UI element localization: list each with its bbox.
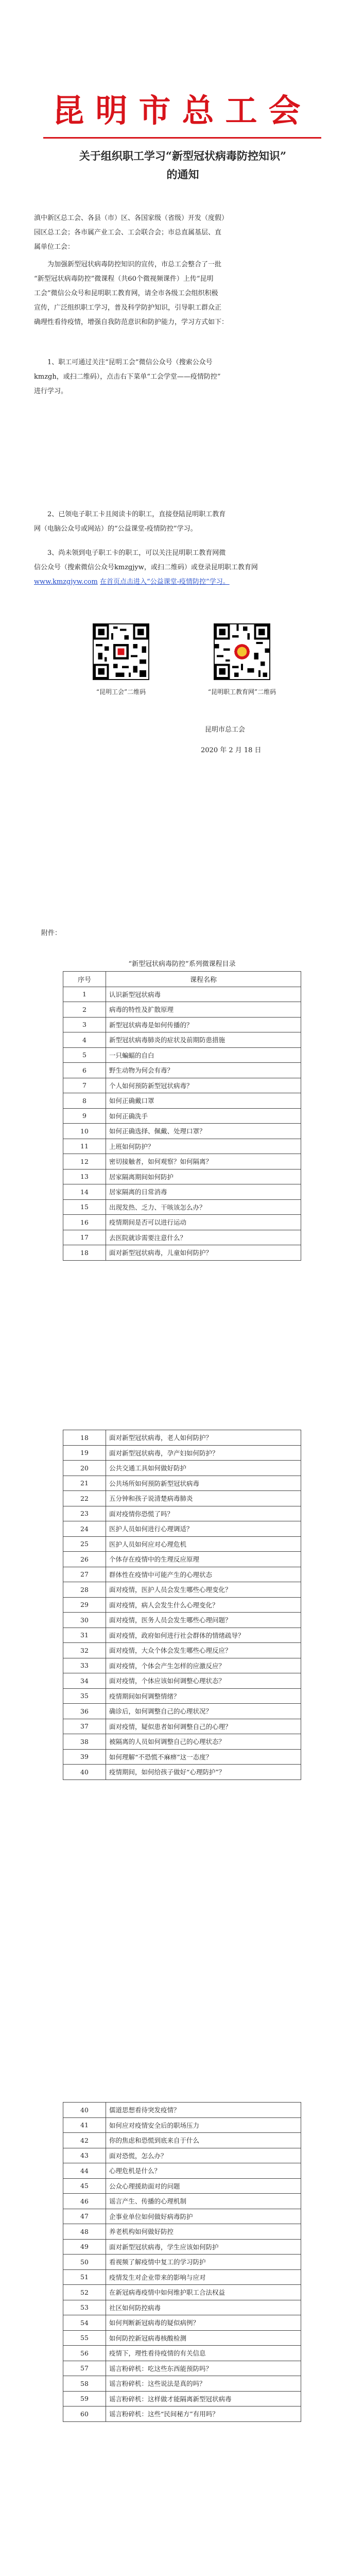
course-name: 新型冠状病毒是如何传播的？ xyxy=(106,1017,301,1032)
course-index: 24 xyxy=(63,1521,106,1537)
course-index: 35 xyxy=(63,1688,106,1704)
course-name: 疫情下，理性看待疫情的有关信息 xyxy=(106,2346,301,2361)
item-line: 2、已领电子职工卡且阅读卡的职工，直接登陆昆明职工教育 xyxy=(47,511,226,518)
course-name: 儒道思想看待突发疫情？ xyxy=(106,2103,301,2118)
course-index: 40 xyxy=(63,1765,106,1780)
course-catalog-table-3 xyxy=(63,2102,301,2422)
table-row xyxy=(63,2148,301,2163)
course-name: 上班如何防护？ xyxy=(106,1139,301,1154)
header-course-name: 课程名称 xyxy=(106,972,301,987)
table-row xyxy=(63,2406,301,2422)
course-index: 43 xyxy=(63,2148,106,2163)
course-name: 面对新型冠状病毒，学生应该如何防护 xyxy=(106,2239,301,2255)
table-row xyxy=(63,2376,301,2392)
course-index: 1 xyxy=(63,987,106,1002)
course-index: 52 xyxy=(63,2285,106,2300)
body-line: 宣传，广泛组织职工学习，普及科学防护知识，引导职工群众正 xyxy=(34,304,222,312)
course-name: 个人如何预防新型冠状病毒？ xyxy=(106,1078,301,1093)
item-line: 进行学习。 xyxy=(34,387,68,395)
table-row xyxy=(63,1108,301,1124)
course-index: 18 xyxy=(63,1245,106,1261)
course-name: 谣言粉碎机：这样做才能隔离新型冠状病毒 xyxy=(106,2391,301,2406)
table-row xyxy=(63,2163,301,2179)
table-row xyxy=(63,2361,301,2376)
course-name: 如何应对疫情安全后的职场压力 xyxy=(106,2117,301,2133)
course-index: 56 xyxy=(63,2346,106,2361)
course-name: 面对疫情，病人会发生什么心理变化？ xyxy=(106,1597,301,1613)
course-index: 5 xyxy=(63,1047,106,1063)
item-2 xyxy=(34,507,330,536)
course-name: 面对新型冠状病毒，老人如何防护？ xyxy=(106,1430,301,1446)
table-row xyxy=(63,1552,301,1567)
table-row xyxy=(63,1078,301,1093)
table-row xyxy=(63,2346,301,2361)
item-3 xyxy=(34,546,330,589)
kmzgjyw-link[interactable]: www.kmzgjyw.com xyxy=(34,578,98,586)
table-row xyxy=(63,1491,301,1506)
table-row xyxy=(63,1430,301,1446)
signature-org: 昆明市总工会 xyxy=(205,726,246,734)
course-name: 去医院就诊需要注意什么？ xyxy=(106,1230,301,1245)
table-row xyxy=(63,1169,301,1184)
course-index: 34 xyxy=(63,1673,106,1689)
course-name: 面对新型冠状病毒，孕产妇如何防护？ xyxy=(106,1445,301,1461)
course-name: 疫情期间，如何给孩子做好“心理防护”？ xyxy=(106,1765,301,1780)
course-name: 你的焦虑和恐慌到底来自于什么 xyxy=(106,2133,301,2148)
course-name: 在新冠病毒疫情中如何维护职工合法权益 xyxy=(106,2285,301,2300)
table-row xyxy=(63,1628,301,1643)
course-name: 五分钟和孩子说清楚病毒肺炎 xyxy=(106,1491,301,1506)
table-row xyxy=(63,1673,301,1689)
course-name: 确诊后，如何调整自己的心理状况？ xyxy=(106,1704,301,1719)
item-line: 3、尚未领到电子职工卡的职工，可以关注昆明职工教育网微 xyxy=(47,549,226,557)
course-name: 谣言粉碎机：吃这些东西能预防吗？ xyxy=(106,2361,301,2376)
table-row xyxy=(63,1643,301,1658)
course-name: 居家隔离期间如何防护 xyxy=(106,1169,301,1184)
course-index: 30 xyxy=(63,1613,106,1628)
qr-left-block xyxy=(82,623,160,696)
course-index: 25 xyxy=(63,1536,106,1552)
table-row xyxy=(63,2300,301,2315)
course-index: 51 xyxy=(63,2269,106,2285)
course-name: 公众心理援助面对的问题 xyxy=(106,2178,301,2194)
course-index: 31 xyxy=(63,1628,106,1643)
table-row xyxy=(63,2103,301,2118)
table-row xyxy=(63,2255,301,2270)
course-name: 个体存在疫情中的生理反应原理 xyxy=(106,1552,301,1567)
course-index: 19 xyxy=(63,1445,106,1461)
body-line: 为加强新型冠状病毒防控知识的宣传，市总工会整合了一批 xyxy=(47,261,222,268)
course-index: 4 xyxy=(63,1032,106,1048)
table-row xyxy=(63,1734,301,1750)
table-row xyxy=(63,2194,301,2209)
body-line: 确理性看待疫情，增强自我防范意识和防护能力，学习方式如下： xyxy=(34,318,229,326)
table-row xyxy=(63,1124,301,1139)
masthead-divider xyxy=(43,137,321,139)
qr-code-kmgh xyxy=(93,623,149,680)
table-row xyxy=(63,2239,301,2255)
item-line: 信公众号（搜索微信公众号kmzgjyw，或扫二维码）或登录昆明职工教育网 xyxy=(34,564,258,571)
header-index: 序号 xyxy=(63,972,106,987)
course-name: 野生动物为何会有毒？ xyxy=(106,1063,301,1078)
course-index: 14 xyxy=(63,1184,106,1200)
course-index: 33 xyxy=(63,1658,106,1673)
course-index: 32 xyxy=(63,1643,106,1658)
course-index: 55 xyxy=(63,2330,106,2346)
table-row xyxy=(63,2315,301,2331)
course-name: 如何正确选择、佩戴、处理口罩？ xyxy=(106,1124,301,1139)
course-name: 公共交通工具如何做好防护 xyxy=(106,1461,301,1476)
course-index: 36 xyxy=(63,1704,106,1719)
item-line: 网（电脑公众号或网站）的“公益课堂-疫情防控”学习。 xyxy=(34,525,197,533)
course-name: 新型冠状病毒肺炎的症状及前期防患措施 xyxy=(106,1032,301,1048)
course-name: 疫情发生对企业带来的影响与应对 xyxy=(106,2269,301,2285)
course-index: 60 xyxy=(63,2406,106,2422)
course-name: 如何判断新冠病毒的疑似病例？ xyxy=(106,2315,301,2331)
table-row xyxy=(63,2391,301,2406)
course-index: 29 xyxy=(63,1597,106,1613)
table-row xyxy=(63,1245,301,1261)
course-index: 27 xyxy=(63,1567,106,1582)
table-row xyxy=(63,1063,301,1078)
item-line: kmzgh，或扫二维码），点击右下菜单“工会学堂——疫情防控” xyxy=(34,373,221,381)
course-index: 39 xyxy=(63,1749,106,1765)
course-index: 45 xyxy=(63,2178,106,2194)
table-row xyxy=(63,1536,301,1552)
course-name: 密切接触者，如何观察？如何隔离？ xyxy=(106,1154,301,1170)
table-row xyxy=(63,1139,301,1154)
catalog-title: “新型冠状病毒防控”系列微课程目录 xyxy=(128,960,236,968)
notice-title-line: 的通知 xyxy=(166,168,199,181)
table-row xyxy=(63,1597,301,1613)
attachment-label: 附件： xyxy=(41,929,62,937)
course-index: 12 xyxy=(63,1154,106,1170)
notice-body xyxy=(34,211,330,330)
table-row xyxy=(63,1749,301,1765)
course-name: 公共场所如何预防新型冠状病毒 xyxy=(106,1476,301,1491)
course-index: 8 xyxy=(63,1093,106,1109)
course-index: 42 xyxy=(63,2133,106,2148)
course-index: 44 xyxy=(63,2163,106,2179)
table-row xyxy=(63,1476,301,1491)
table-row xyxy=(63,1154,301,1170)
course-name: 面对疫情，政府如何进行社会群体的情绪疏导？ xyxy=(106,1628,301,1643)
course-name: 面对新型冠状病毒，儿童如何防护？ xyxy=(106,1245,301,1261)
table-row xyxy=(63,1461,301,1476)
course-name: 养老机构如何做好防控 xyxy=(106,2224,301,2240)
course-name: 如何理解“不恐慌不麻痹”这一态度？ xyxy=(106,1749,301,1765)
body-line: “新型冠状病毒防控”微课程（共60个微视频课件）上传“昆明 xyxy=(34,275,214,283)
course-index: 11 xyxy=(63,1139,106,1154)
table-row xyxy=(63,1002,301,1018)
notice-title xyxy=(31,147,335,184)
course-index: 17 xyxy=(63,1230,106,1245)
course-index: 58 xyxy=(63,2376,106,2392)
course-index: 13 xyxy=(63,1169,106,1184)
course-name: 面对疫情你恐慌了吗？ xyxy=(106,1506,301,1521)
course-name: 医护人员如何进行心理调适？ xyxy=(106,1521,301,1537)
course-name: 面对疫情，疑似患者如何调整自己的心理？ xyxy=(106,1719,301,1734)
table-row xyxy=(63,1215,301,1230)
course-name: 谣言粉碎机：这些“民间秘方”有用吗？ xyxy=(106,2406,301,2422)
course-name: 企事业单位如何做好病毒防护 xyxy=(106,2209,301,2224)
course-index: 28 xyxy=(63,1582,106,1598)
course-index: 50 xyxy=(63,2255,106,2270)
course-index: 7 xyxy=(63,1078,106,1093)
course-index: 47 xyxy=(63,2209,106,2224)
course-name: 面对疫情，医务人员会发生哪些心理问题？ xyxy=(106,1613,301,1628)
body-line: 工会”微信公众号和昆明职工教育网，请全市各级工会组织积极 xyxy=(34,290,218,297)
course-index: 57 xyxy=(63,2361,106,2376)
course-name: 居家隔离的日常消毒 xyxy=(106,1184,301,1200)
item-link-line xyxy=(34,575,330,589)
course-index: 20 xyxy=(63,1461,106,1476)
course-index: 16 xyxy=(63,1215,106,1230)
table-row xyxy=(63,2269,301,2285)
table-row xyxy=(63,1506,301,1521)
qr-left-caption: “昆明工会”二维码 xyxy=(96,688,146,696)
table-row xyxy=(63,1719,301,1734)
course-index: 26 xyxy=(63,1552,106,1567)
course-name: 面对疫情，医护人员会发生哪些心理变化？ xyxy=(106,1582,301,1598)
course-name: 如何正确洗手 xyxy=(106,1108,301,1124)
course-index: 3 xyxy=(63,1017,106,1032)
table-row xyxy=(63,1230,301,1245)
table-row xyxy=(63,1047,301,1063)
course-name: 面对疫情，个体应该如何调整心理状态？ xyxy=(106,1673,301,1689)
course-name: 病毒的特性及扩散原理 xyxy=(106,1002,301,1018)
course-name: 疫情期间如何调整情绪？ xyxy=(106,1688,301,1704)
course-index: 48 xyxy=(63,2224,106,2240)
table-row xyxy=(63,2178,301,2194)
course-name: 一只蝙蝠的自白 xyxy=(106,1047,301,1063)
qr-right-caption: “昆明职工教育网”二维码 xyxy=(207,688,276,696)
body-line: 属单位工会： xyxy=(34,243,75,251)
table-row xyxy=(63,2209,301,2224)
table-row xyxy=(63,987,301,1002)
course-index: 54 xyxy=(63,2315,106,2331)
course-index: 10 xyxy=(63,1124,106,1139)
table-row xyxy=(63,1567,301,1582)
table-row xyxy=(63,1184,301,1200)
course-index: 23 xyxy=(63,1506,106,1521)
course-catalog-table-1 xyxy=(63,971,301,1261)
course-index: 46 xyxy=(63,2194,106,2209)
table-row xyxy=(63,1582,301,1598)
signature-date: 2020 年 2 月 18 日 xyxy=(201,747,262,754)
table-row xyxy=(63,1093,301,1109)
course-name: 出现发热、乏力、干咳该怎么办？ xyxy=(106,1199,301,1215)
course-index: 38 xyxy=(63,1734,106,1750)
course-index: 40 xyxy=(63,2103,106,2118)
masthead-title: 昆明市总工会 xyxy=(52,92,312,129)
course-index: 21 xyxy=(63,1476,106,1491)
course-name: 谣言产生、传播的心理机制 xyxy=(106,2194,301,2209)
course-name: 疫情期间是否可以进行运动 xyxy=(106,1215,301,1230)
item-1 xyxy=(34,355,330,399)
table-row xyxy=(63,1613,301,1628)
course-name: 认识新型冠状病毒 xyxy=(106,987,301,1002)
qr-code-kmzgjyw xyxy=(214,623,270,680)
table-row xyxy=(63,1032,301,1048)
table-row xyxy=(63,1521,301,1537)
course-name: 医护人员如何应对心理危机 xyxy=(106,1536,301,1552)
course-name: 如何防控新冠病毒核酸检测 xyxy=(106,2330,301,2346)
course-name: 谣言粉碎机：这些说法是真的吗？ xyxy=(106,2376,301,2392)
course-name: 心理危机是什么？ xyxy=(106,2163,301,2179)
course-name: 面对恐慌，怎么办？ xyxy=(106,2148,301,2163)
course-name: 如何正确戴口罩 xyxy=(106,1093,301,1109)
course-index: 2 xyxy=(63,1002,106,1018)
table-row xyxy=(63,1199,301,1215)
table-row xyxy=(63,2285,301,2300)
table-row xyxy=(63,1688,301,1704)
link-tail: 在首页点击进入“公益课堂-疫情防控”学习。 xyxy=(100,578,230,586)
table-row xyxy=(63,1658,301,1673)
table-row xyxy=(63,1765,301,1780)
body-line: 滇中新区总工会、各县（市）区、各国家级（省级）开发（度假） xyxy=(34,214,229,222)
course-name: 面对疫情，大众个体会发生哪些心理反应？ xyxy=(106,1643,301,1658)
table-row xyxy=(63,2330,301,2346)
course-index: 15 xyxy=(63,1199,106,1215)
table-row xyxy=(63,1017,301,1032)
course-index: 22 xyxy=(63,1491,106,1506)
table-header-row xyxy=(63,972,301,987)
body-line: 园区总工会；各市属产业工会、工会联合会；市总直属基层、直 xyxy=(34,229,222,236)
course-name: 被隔离的人员如何调整自己的心理状态？ xyxy=(106,1734,301,1750)
course-index: 59 xyxy=(63,2391,106,2406)
course-index: 49 xyxy=(63,2239,106,2255)
course-name: 社区如何防控病毒 xyxy=(106,2300,301,2315)
table-row xyxy=(63,1445,301,1461)
course-name: 面对疫情，个体会产生怎样的应激反应？ xyxy=(106,1658,301,1673)
table-row xyxy=(63,1704,301,1719)
notice-title-line: 关于组织职工学习“新型冠状病毒防控知识” xyxy=(79,149,287,162)
course-index: 37 xyxy=(63,1719,106,1734)
course-name: 群体性在疫情中可能产生的心理状态 xyxy=(106,1567,301,1582)
course-index: 6 xyxy=(63,1063,106,1078)
course-index: 9 xyxy=(63,1108,106,1124)
course-index: 18 xyxy=(63,1430,106,1446)
course-index: 41 xyxy=(63,2117,106,2133)
course-index: 53 xyxy=(63,2300,106,2315)
table-row xyxy=(63,2224,301,2240)
table-row xyxy=(63,2117,301,2133)
item-line: 1、职工可通过关注“昆明工会”微信公众号（搜索公众号 xyxy=(47,359,213,366)
course-catalog-table-2 xyxy=(63,1430,301,1780)
table-row xyxy=(63,2133,301,2148)
course-name: 看视频了解疫情中复工的学习防护 xyxy=(106,2255,301,2270)
qr-right-block xyxy=(203,623,281,696)
